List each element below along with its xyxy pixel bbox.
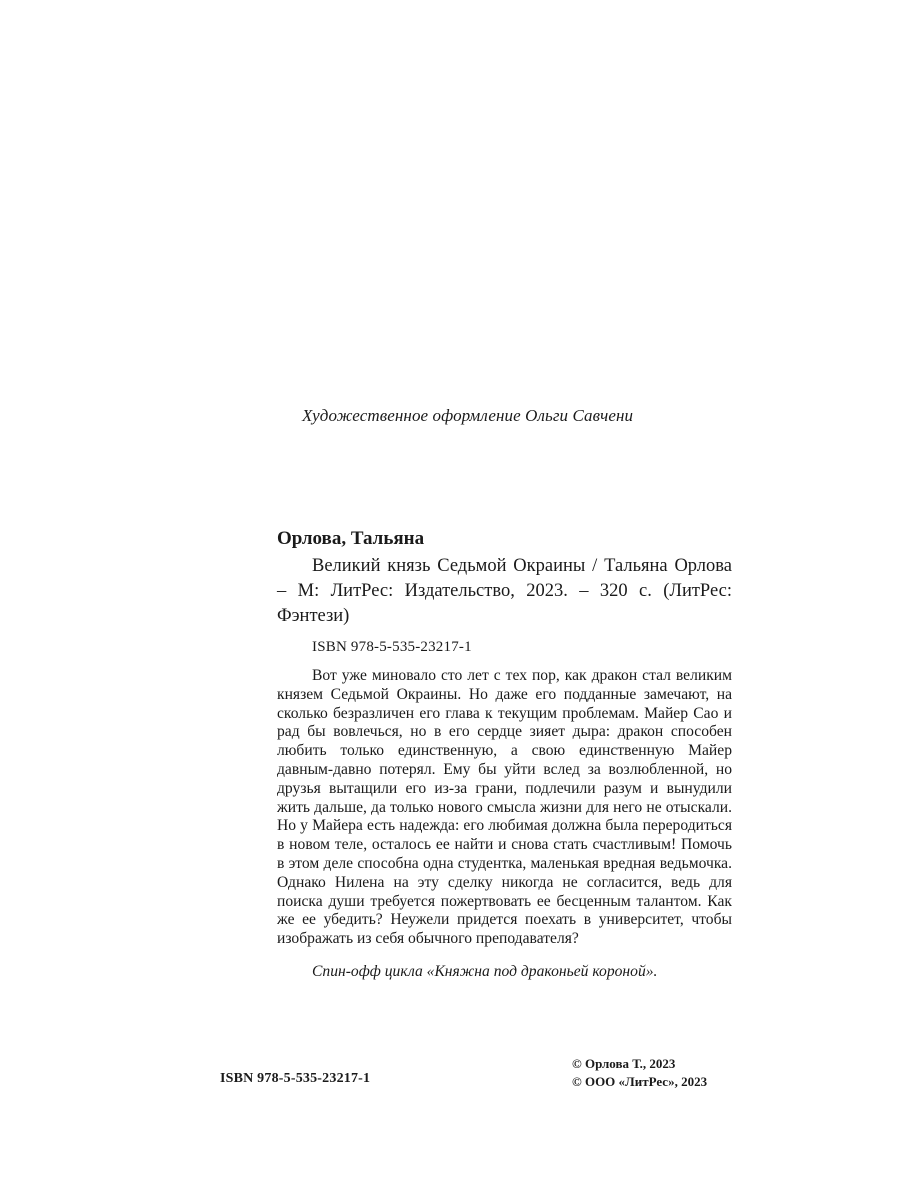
annotation-text: Вот уже миновало сто лет с тех пор, как дракон стал великим князем Седьмой Окраины. Но даже его подданные замечают, на сколько безразличен его глава к текущим проблемам. Майер Сао и рад бы вовлечься, но в его сердце зияет дыра: дракон способен любить только единственную, а свою единственную Майер давным-давно потерял. Ему бы уйти вслед за возлюбленной, но друзья вытащили его из-за грани, подлечили разум и вынудили жить дальше, да только нового смысла жизни для него не отыскали. Но у Майера есть надежда: его любимая должна была переродиться в новом теле, осталось ее найти и снова стать счастливым! Помочь в этом деле способна одна студентка, маленькая вредная ведьмочка. Однако Нилена на эту сделку никогда не согласится, ведь для поиска души требуется пожертвовать ее бесценным талантом. Как же ее убедить? Неужели придется поехать в университет, чтобы изображать из себя обычного преподавателя? xyxy=(277,667,732,948)
bibliographic-record xyxy=(277,528,732,656)
art-credit: Художественное оформление Ольги Савчени xyxy=(302,406,634,425)
bib-author: Орлова, Тальяна xyxy=(277,528,425,549)
spinoff-note: Спин-офф цикла «Княжна под драконьей короной». xyxy=(312,962,658,980)
copyright-notices xyxy=(572,1055,707,1091)
annotation xyxy=(277,667,732,982)
bib-entry: Великий князь Седьмой Окраины / Тальяна Орлова – М: ЛитРес: Издательство, 2023. – 320 с. (ЛитРес: Фэнтези) xyxy=(277,556,732,626)
footer-isbn: ISBN 978-5-535-23217-1 xyxy=(220,1071,371,1086)
copyright-publisher: © ООО «ЛитРес», 2023 xyxy=(572,1074,708,1089)
copyright-author: © Орлова Т., 2023 xyxy=(572,1056,676,1071)
bib-isbn: ISBN 978-5-535-23217-1 xyxy=(312,639,472,655)
